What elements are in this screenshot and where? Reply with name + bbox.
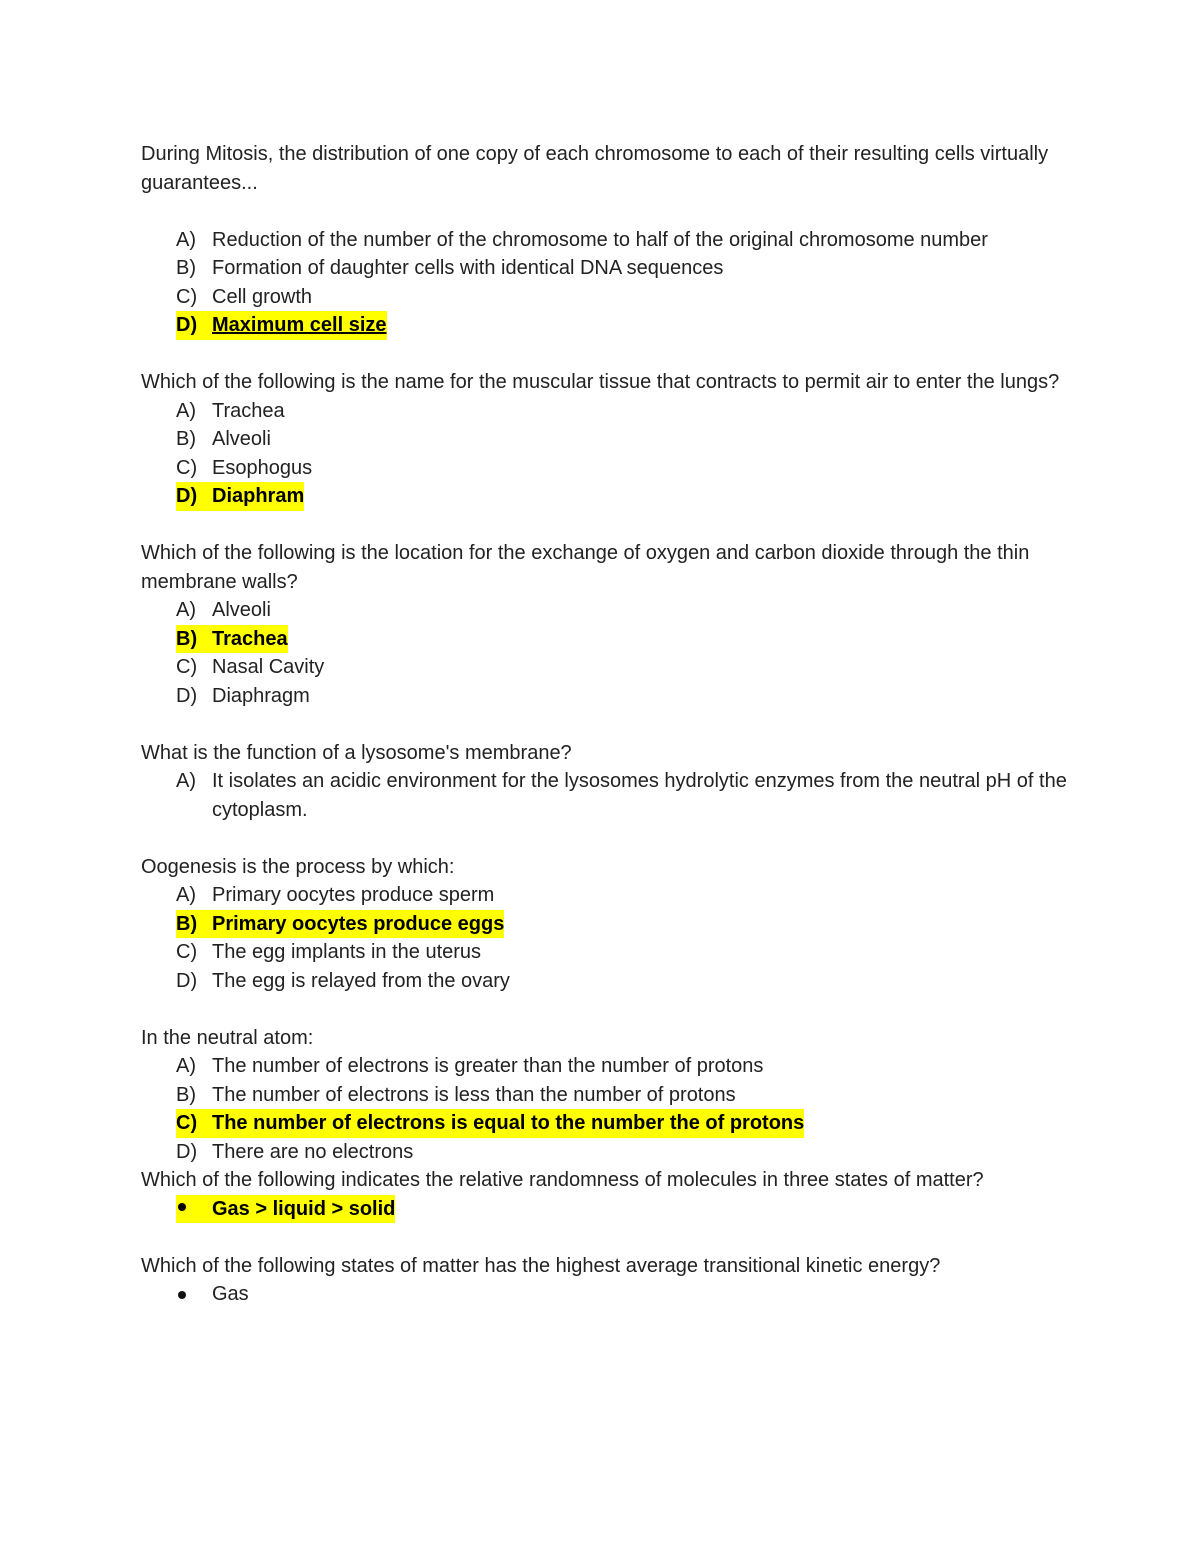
answer-option [141,596,1071,625]
answer-letter: C) [176,1112,198,1134]
answer-list [141,596,1071,710]
answer-list [141,226,1071,340]
answer-letter: B) [176,428,196,450]
question-6 [141,1024,1071,1167]
answer-text: Esophogus [212,456,313,479]
question-text: Which of the following is the location for the exchange of oxygen and carbon dioxide through the thin membrane walls? [141,542,1030,593]
answer-text: Reduction of the number of the chromosome to half of the original chromosome number [212,228,988,251]
question-4 [141,739,1071,825]
answer-letter: C) [176,656,198,678]
answer-text: There are no electrons [212,1140,414,1163]
answer-list [141,1280,1071,1309]
answer-letter: D) [176,969,198,992]
answer-list [141,1052,1071,1166]
spacer [141,995,1071,1024]
answer-letter: C) [176,941,198,963]
correct-answer-option [141,1109,1071,1138]
answer-option [141,682,1071,711]
answer-option [141,1081,1071,1110]
answer-text: The egg implants in the uterus [212,941,482,963]
answer-text: The number of electrons is less than the number of protons [212,1083,736,1106]
answer-letter: D) [176,684,198,707]
answer-option [141,1052,1071,1081]
question-3 [141,539,1071,710]
answer-option [141,283,1071,312]
answer-text: Trachea [212,627,288,650]
question-text: During Mitosis, the distribution of one copy of each chromosome to each of their resulting cells virtually guarantees... [141,143,1049,194]
answer-letter: A) [176,228,196,251]
question-2 [141,368,1071,511]
answer-text: Cell growth [212,285,313,308]
question-8 [141,1252,1071,1309]
spacer [141,710,1071,739]
answer-letter: D) [176,1140,198,1163]
answer-option [141,1138,1071,1167]
answer-option [141,397,1071,426]
answer-option [141,881,1071,910]
answer-text: The number of electrons is equal to the number the of protons [212,1112,805,1134]
answer-text: Maximum cell size [212,314,387,336]
answer-highlight [176,482,304,511]
answer-text: The number of electrons is greater than the number of protons [212,1055,764,1077]
answer-option [141,653,1071,682]
answer-text: Trachea [212,399,285,422]
answer-highlight [176,625,288,654]
answer-option [141,425,1071,454]
answer-letter: A) [176,770,196,792]
answer-text: Alveoli [212,428,271,450]
bullet-icon [178,1291,186,1299]
answer-list [141,1195,1071,1224]
answer-letter: D) [176,314,198,336]
answer-option [141,226,1071,255]
answer-text: Alveoli [212,599,271,621]
answer-text: Diaphram [212,485,305,507]
answer-highlight [176,311,387,340]
question-7 [141,1166,1071,1223]
question-text: What is the function of a lysosome's membrane? [141,741,572,764]
answer-letter: B) [176,1083,196,1106]
question-text: Oogenesis is the process by which: [141,855,455,878]
answer-option [141,254,1071,283]
spacer [141,824,1071,853]
answer-highlight [176,1109,804,1138]
question-text: Which of the following states of matter has the highest average transitional kinetic energy? [141,1254,941,1277]
answer-text: Primary oocytes produce eggs [212,912,505,935]
answer-letter: D) [176,485,198,507]
question-5 [141,853,1071,996]
answer-text: Formation of daughter cells with identical DNA sequences [212,257,724,279]
document-content [141,140,1071,1309]
answer-letter: B) [176,627,198,650]
correct-answer-option [141,910,1071,939]
question-1 [141,140,1071,340]
answer-text: Diaphragm [212,684,310,707]
question-text: Which of the following indicates the relative randomness of molecules in three states of matter? [141,1169,984,1191]
answer-text: It isolates an acidic environment for the lysosomes hydrolytic enzymes from the neutral pH of the cytoplasm. [212,770,1067,821]
answer-option [141,967,1071,996]
answer-letter: A) [176,1055,196,1077]
answer-option [141,1280,1071,1309]
answer-text: Gas [212,1283,249,1305]
answer-list [141,881,1071,995]
spacer [141,511,1071,540]
correct-answer-option [141,311,1071,340]
spacer [141,340,1071,369]
answer-option [141,938,1071,967]
answer-letter: B) [176,257,196,279]
answer-letter: C) [176,285,198,308]
spacer [141,1223,1071,1252]
correct-answer-option [141,482,1071,511]
correct-answer-option [141,1195,1071,1224]
answer-letter: C) [176,456,198,479]
question-text: Which of the following is the name for the muscular tissue that contracts to permit air to enter the lungs? [141,371,1060,393]
answer-letter: A) [176,884,196,906]
answer-text: Gas > liquid > solid [212,1197,396,1220]
answer-option [141,454,1071,483]
answer-list [141,767,1071,824]
answer-list [141,397,1071,511]
answer-text: Primary oocytes produce sperm [212,884,495,906]
answer-highlight [176,1195,395,1224]
answer-text: The egg is relayed from the ovary [212,969,510,992]
question-text: In the neutral atom: [141,1026,314,1049]
bullet-icon [178,1203,186,1211]
correct-answer-option [141,625,1071,654]
answer-highlight [176,910,504,939]
answer-letter: B) [176,912,198,935]
answer-letter: A) [176,599,196,621]
answer-letter: A) [176,399,196,422]
answer-option [141,767,1071,824]
answer-text: Nasal Cavity [212,656,325,678]
